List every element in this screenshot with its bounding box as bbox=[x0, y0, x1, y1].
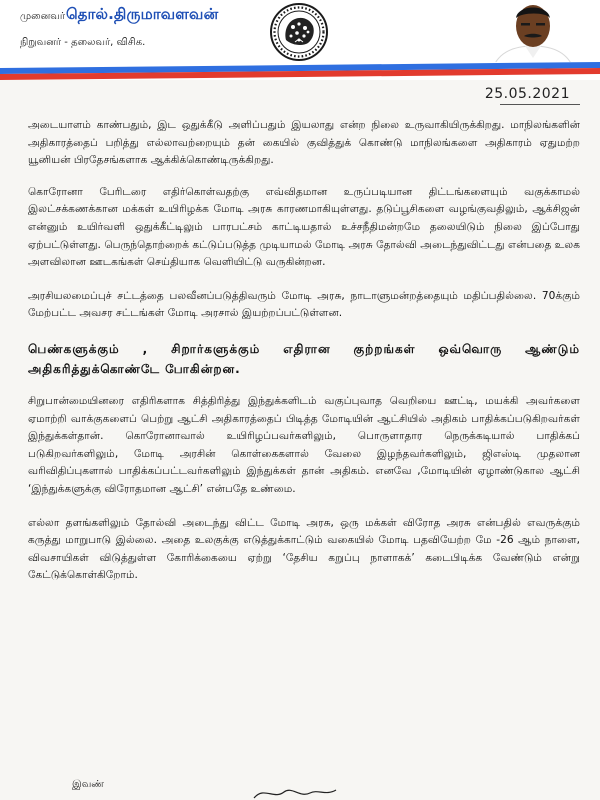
header-stripe bbox=[0, 62, 600, 80]
title-prefix: முனைவர் bbox=[20, 11, 66, 22]
paragraph-6: எல்லா தளங்களிலும் தோல்வி அடைந்து விட்ட மோடி அரசு, ஒரு மக்கள் விரோத அரசு என்பதில் எவருக்கும் கருத்து மாறுபாடு இல்லை. அதை உலகுக்கு எடுத்துக்காட்டும் வகையில் மோடி பதவியேற்ற மே -26 ஆம் நாளை, விவசாயிகள் விடுத்துள்ள கோரிக்கையை ஏற்று ‘தேசிய கறுப்பு நாளாகக்’ கடைபிடிக்க வேண்டும் என்று கேட்டுக்கொள்கிறோம். bbox=[28, 516, 580, 582]
letter-body bbox=[28, 117, 580, 601]
leader-photo-icon bbox=[488, 0, 578, 70]
party-seal-icon bbox=[262, 2, 336, 62]
letter-date: 25.05.2021 bbox=[484, 86, 570, 102]
leader-role: நிறுவனர் - தலைவர், விசிக. bbox=[20, 37, 146, 48]
paragraph-5: சிறுபான்மையினரை எதிரிகளாக சித்திரித்து இந்துக்களிடம் வகுப்புவாத வெறியை ஊட்டி, மயக்கி அவர்களை ஏமாற்றி வாக்குகளைப் பெற்று ஆட்சி அதிகாரத்தைப் பிடித்த மோடியின் ஆட்சியில் அதிகம் பாதிக்கப்படுகிறவர்கள் இந்துக்கள்தான். கொரோனாவால் உயிரிழப்பவர்களிலும், பொருளாதார நெருக்கடியால் பாதிக்கப் படுகிறவர்களிலும், மோடி அரசின் கொள்கைகளால் வேலை இழந்தவர்களிலும், ஜிஎஸ்டி முதலான வரிவிதிப்புகளால் பாதிக்கப்பட்டவர்களிலும் இந்துக்கள் தான் அதிகம். எனவே ,மோடியின் ஏழாண்டுகால ஆட்சி ‘இந்துக்களுக்கு விரோதமான ஆட்சி’ என்பதே உண்மை. bbox=[28, 394, 581, 495]
letterhead bbox=[0, 0, 600, 80]
closing-word: இவண் bbox=[72, 779, 105, 790]
date-underline bbox=[500, 104, 580, 105]
paragraph-2: கொரோனா பேரிடரை எதிர்கொள்வதற்கு எவ்விதமான உருப்படியான திட்டங்களையும் வகுக்காமல் இலட்சக்கணக்கான மக்கள் உயிரிழக்க மோடி அரசு காரணமாகியுள்ளது. தடுப்பூசிகளை வழங்குவதிலும், ஆக்சிஜன் என்னும் உயிர்வளி ஒதுக்கீட்டிலும் பாரபட்சம் காட்டியதால் உச்சநீதிமன்றமே தலையிடும் நிலை இப்போது ஏற்பட்டுள்ளது. பெருந்தொற்றைக் கட்டுப்படுத்த முடியாமல் மோடி அரசு தோல்வி அடைந்துவிட்டது என்பதை உலக அளவிலான ஊடகங்கள் செய்தியாக வெளியிட்டு வருகின்றன. bbox=[28, 185, 580, 269]
leader-name: தொல்.திருமாவளவன் bbox=[66, 5, 219, 23]
paragraph-3: அரசியலமைப்புச் சட்டத்தை பலவீனப்படுத்திவரும் மோடி அரசு, நாடாளுமன்றத்தையும் மதிப்பதில்லை. 70க்கும் மேற்பட்ட அவசர சட்டங்கள் மோடி அரசால் இயற்றப்பட்டுள்ளன. bbox=[28, 289, 580, 320]
paragraph-4: பெண்களுக்கும் , சிறார்களுக்கும் எதிரான குற்றங்கள் ஒவ்வொரு ஆண்டும் அதிகரித்துக்கொண்டே போகின்றன. bbox=[28, 341, 580, 376]
paragraph-1: அடையாளம் காண்பதும், இட ஒதுக்கீடு அளிப்பதும் இயலாது என்ற நிலை உருவாகியிருக்கிறது. மாநிலங்களின் அதிகாரத்தைப் பறித்து எல்லாவற்றையும் தன் கையில் குவித்துக் கொண்டு மாநிலங்களை அதிகாரம் ஏதுமற்ற யூனியன் பிரதேசங்களாக ஆக்கிக்கொண்டிருக்கிறது. bbox=[28, 119, 580, 167]
signature-icon bbox=[250, 784, 340, 800]
